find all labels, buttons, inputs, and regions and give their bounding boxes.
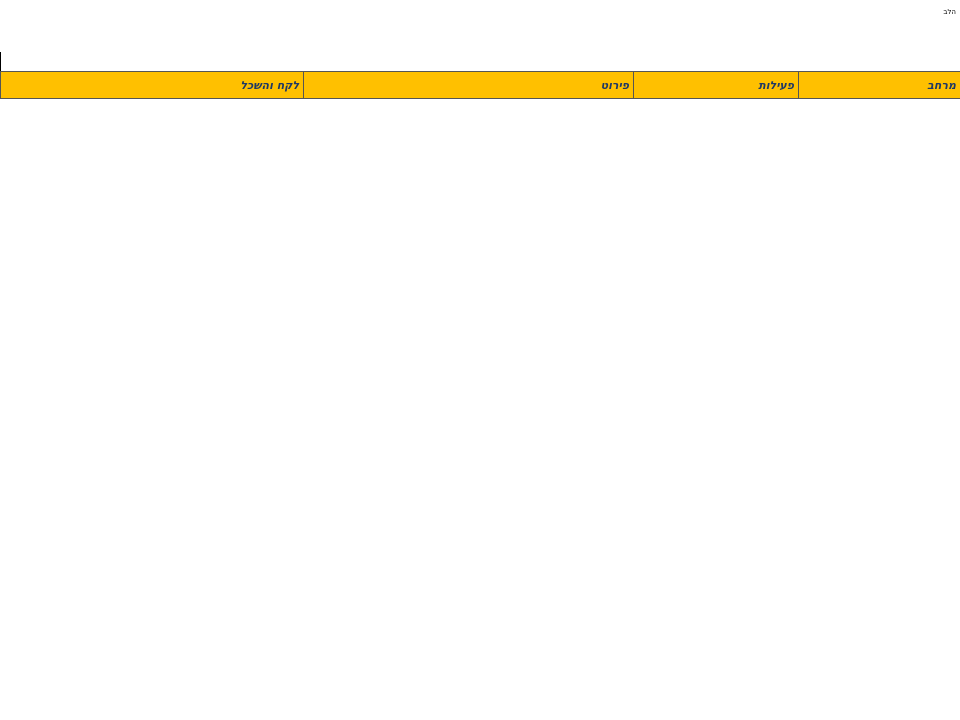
- divider: [0, 52, 1, 72]
- header-activity: פעילות: [634, 72, 799, 99]
- header-explanation: פירוט: [304, 72, 634, 99]
- header-lesson: לקח והשכל: [1, 72, 304, 99]
- activity-table: [0, 71, 960, 99]
- intro-line-1: הלב: [943, 8, 956, 16]
- header-area: מרחב: [799, 72, 960, 99]
- table-header-row: [1, 72, 960, 99]
